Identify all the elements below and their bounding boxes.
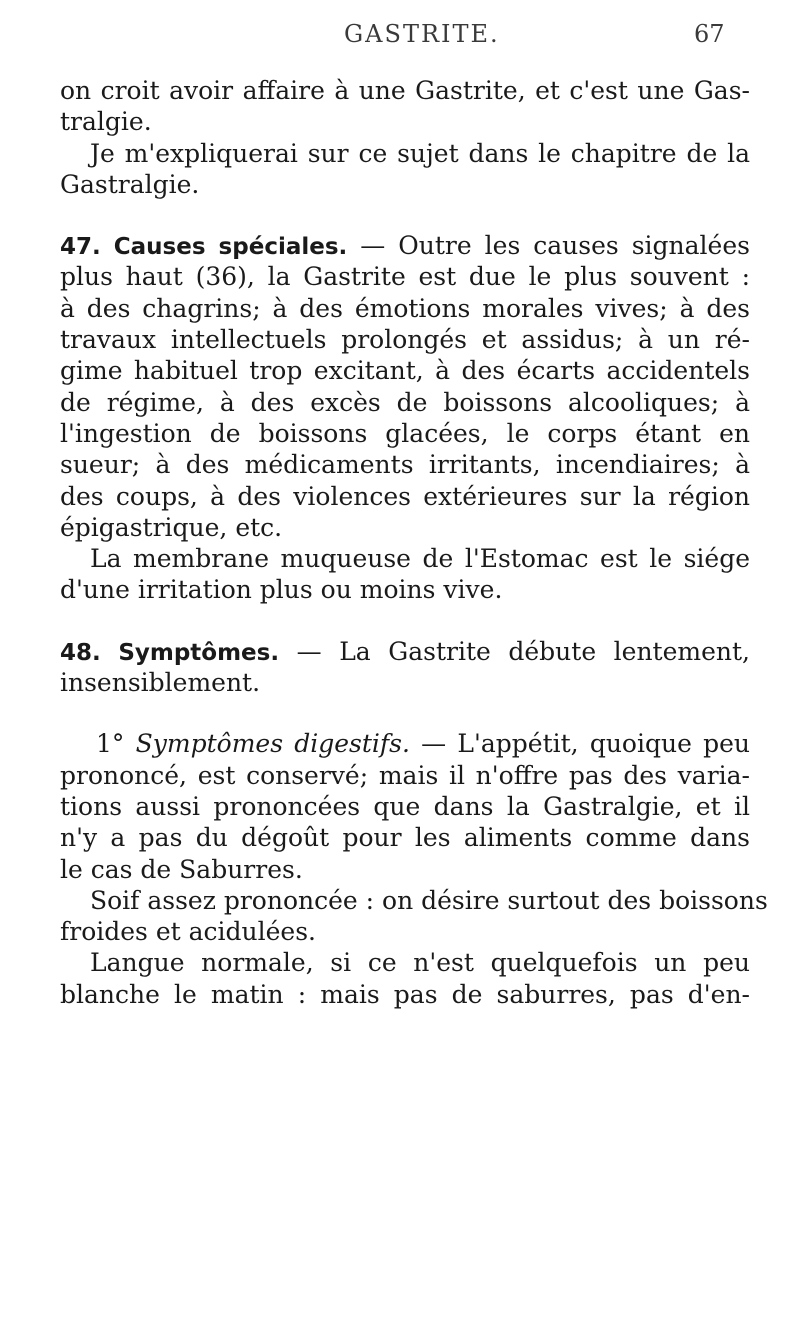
- section-48-heading-line: [60, 636, 750, 667]
- text-line: on croit avoir affaire à une Gastrite, et c'est une Gas-: [60, 76, 750, 105]
- subsection-1-number: 1°: [96, 729, 125, 759]
- text-line: tralgie.: [60, 107, 152, 137]
- subsection-1-first-text: — L'appétit, quoique peu: [409, 729, 750, 759]
- text-line: blanche le matin : mais pas de saburres, pas d'en-: [60, 979, 750, 1009]
- text-line: tions aussi prononcées que dans la Gastralgie, et il: [60, 791, 750, 821]
- text-line: de régime, à des excès de boissons alcooliques; à: [60, 387, 750, 417]
- page-header: [0, 20, 800, 60]
- text-line: gime habituel trop excitant, à des écarts accidentels: [60, 356, 750, 386]
- text-line: insensiblement.: [60, 668, 261, 698]
- text-line: Soif assez prononcée : on désire surtout des boissons: [90, 885, 768, 915]
- section-47-title: Causes spéciales.: [113, 234, 348, 261]
- body-text: [60, 75, 768, 1010]
- text-line: à des chagrins; à des émotions morales vives; à des: [60, 293, 750, 323]
- subsection-1-heading-line: [60, 728, 750, 759]
- section-47-heading-line: [60, 230, 750, 261]
- section-47-number: 47.: [60, 234, 101, 261]
- page-number: 67: [694, 20, 725, 48]
- text-line: Langue normale, si ce n'est quelquefois un peu: [90, 948, 750, 978]
- text-line: Je m'expliquerai sur ce sujet dans le chapitre de la: [90, 138, 750, 168]
- text-line: La membrane muqueuse de l'Estomac est le siége: [90, 544, 750, 574]
- text-line: épigastrique, etc.: [60, 512, 283, 542]
- text-line: prononcé, est conservé; mais il n'offre pas des varia-: [60, 760, 750, 790]
- section-47-first-text: — Outre les causes signalées: [347, 231, 750, 261]
- text-line: d'une irritation plus ou moins vive.: [60, 575, 503, 605]
- section-48-number: 48.: [60, 639, 101, 666]
- text-line: le cas de Saburres.: [60, 854, 303, 884]
- text-line: travaux intellectuels prolongés et assidus; à un ré-: [60, 325, 750, 355]
- text-line: plus haut (36), la Gastrite est due le plus souvent :: [60, 262, 750, 292]
- text-line: n'y a pas du dégoût pour les aliments comme dans: [60, 823, 750, 853]
- running-title: GASTRITE.: [344, 20, 500, 48]
- text-line: Gastralgie.: [60, 169, 200, 199]
- section-48-title: Symptômes.: [118, 639, 280, 666]
- text-line: l'ingestion de boissons glacées, le corps étant en: [60, 418, 750, 448]
- text-line: des coups, à des violences extérieures sur la région: [60, 481, 750, 511]
- subsection-1-title: Symptômes digestifs.: [135, 729, 410, 759]
- section-48-first-text: — La Gastrite débute lentement,: [279, 636, 750, 666]
- text-line: sueur; à des médicaments irritants, incendiaires; à: [60, 450, 750, 480]
- text-line: froides et acidulées.: [60, 917, 316, 947]
